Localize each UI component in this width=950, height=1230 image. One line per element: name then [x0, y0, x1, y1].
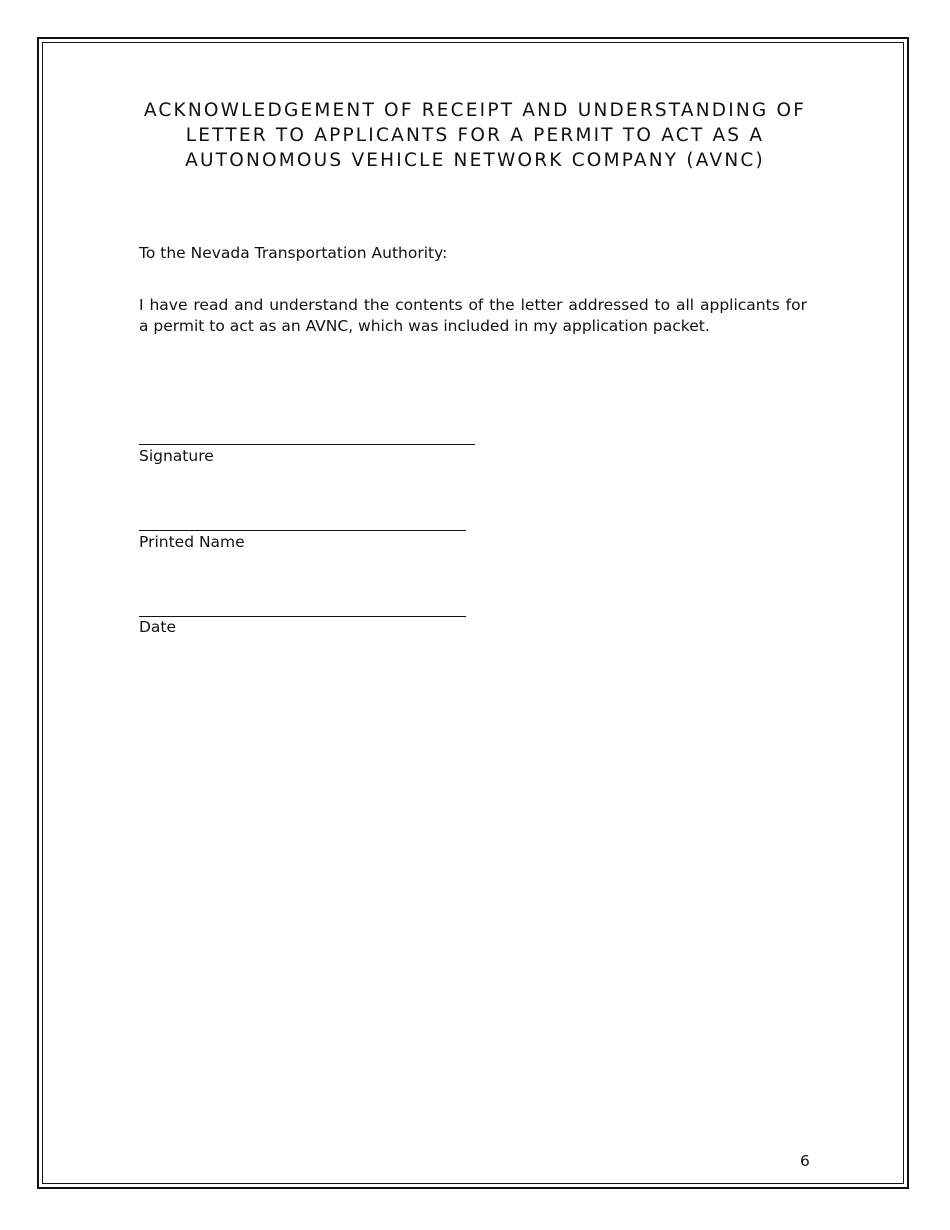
date-line[interactable] [139, 616, 466, 617]
printed-name-line[interactable] [139, 530, 466, 531]
date-label: Date [139, 618, 177, 636]
title-line-2: LETTER TO APPLICANTS FOR A PERMIT TO ACT AS A [185, 125, 765, 146]
page-number: 6 [800, 1152, 810, 1170]
signature-line[interactable] [139, 444, 475, 445]
document-title [100, 98, 850, 173]
acknowledgement-paragraph: I have read and understand the contents of the letter addressed to all applicants for a permit to act as an AVNC, which was included in my application packet. [139, 296, 807, 335]
printed-name-label: Printed Name [139, 533, 245, 551]
title-line-3: AUTONOMOUS VEHICLE NETWORK COMPANY (AVNC) [185, 150, 765, 171]
page-inner-border [42, 42, 904, 1184]
title-line-1: ACKNOWLEDGEMENT OF RECEIPT AND UNDERSTANDING OF [143, 100, 807, 121]
signature-label: Signature [139, 447, 214, 465]
salutation: To the Nevada Transportation Authority: [139, 244, 448, 262]
